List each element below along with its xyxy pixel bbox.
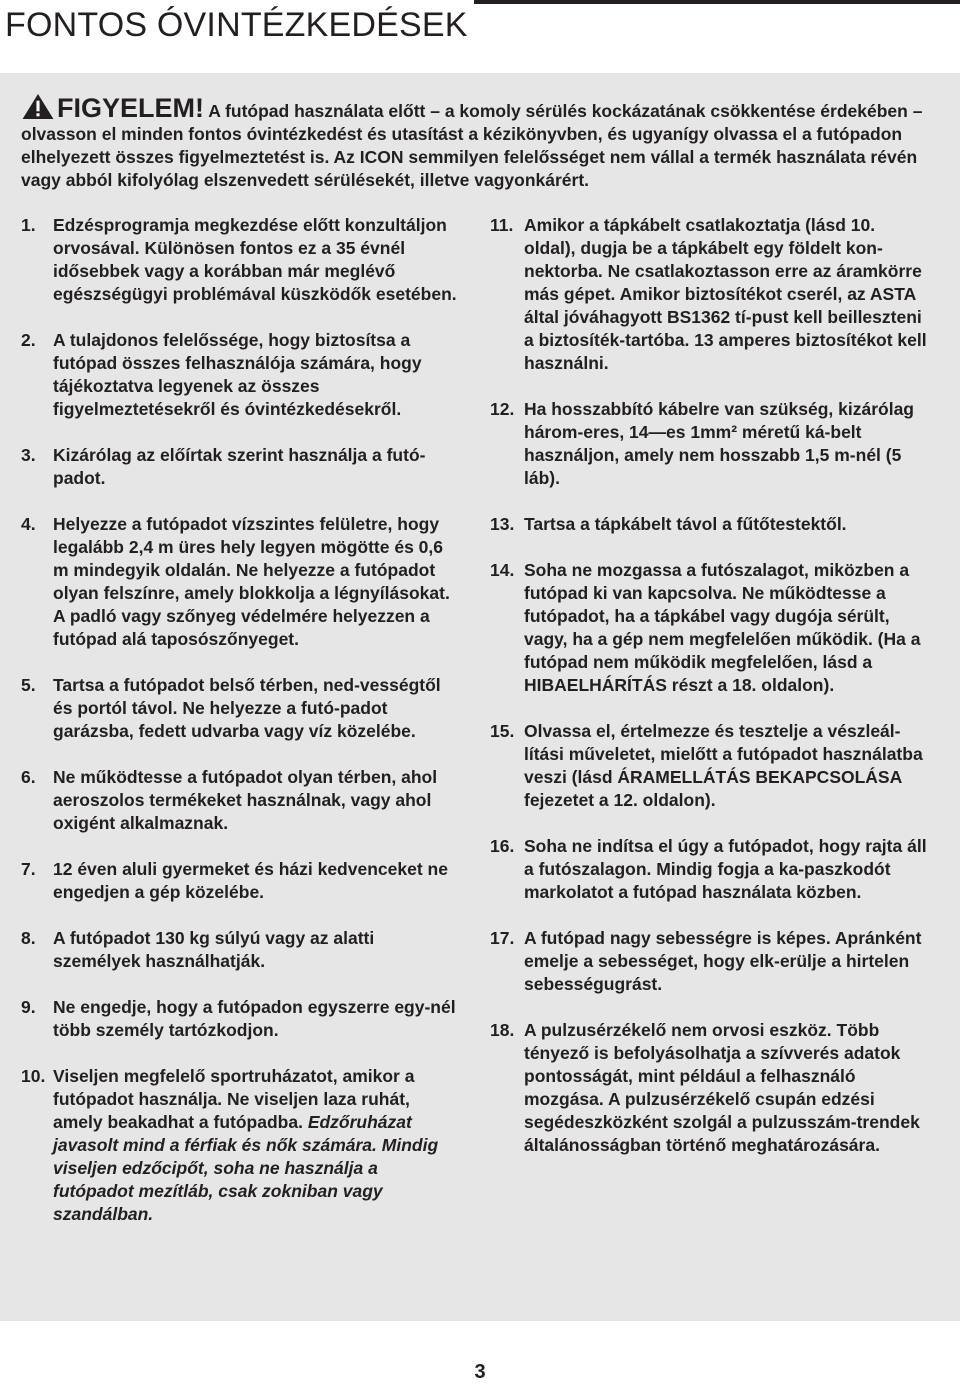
page-number: 3 [474, 1361, 486, 1383]
item-text: Amikor a tápkábelt csatlakoztatja (lásd 10. oldal), dugja be a tápkábelt egy földelt kon-nektorba. Ne csatlakoztasson erre az áramkörre más gépet. Amikor biztosítékot cserél, az ASTA által jóváhagyott BS1362 tí-pust kell beilleszteni a biztosíték-tartóba. 13 amperes biztosítékot kell használni. [524, 215, 927, 373]
list-item [490, 513, 930, 536]
item-text: Ne engedje, hogy a futópadon egyszerre egy-nél több személy tartózkodjon. [53, 997, 456, 1040]
list-item [490, 398, 930, 490]
list-item [21, 766, 461, 835]
item-text: Soha ne indítsa el úgy a futópadot, hogy rajta áll a futószalagon. Mindig fogja a ka-paszkodót markolatot a futópad használata közben. [524, 836, 927, 902]
item-number: 16. [490, 836, 515, 856]
item-number: 8. [21, 928, 36, 948]
list-item [21, 329, 461, 421]
header-rule [474, 0, 960, 4]
item-number: 12. [490, 399, 515, 419]
list-item [21, 858, 461, 904]
item-number: 18. [490, 1020, 515, 1040]
item-text: Ne működtesse a futópadot olyan térben, ahol aeroszolos termékeket használnak, vagy ahol oxigént alkalmaznak. [53, 767, 438, 833]
precautions-right-column [490, 214, 930, 1180]
item-text: Tartsa a futópadot belső térben, ned-vességtől és portól távol. Ne helyezze a futó-padot garázsba, fedett udvarba vagy víz közelébe. [53, 675, 441, 741]
item-text: A pulzusérzékelő nem orvosi eszköz. Több tényező is befolyásolhatja a szívverés adatok pontosságát, mint például a felhasználó mozgása. A pulzusérzékelő csupán edzési segédeszközként szolgál a pulzusszám-trendek általánosságban történő meghatározására. [524, 1020, 920, 1155]
list-item [490, 214, 930, 375]
list-item [21, 444, 461, 490]
item-number: 15. [490, 721, 515, 741]
item-text: Helyezze a futópadot vízszintes felületre, hogy legalább 2,4 m üres hely legyen mögötte és 0,6 m mindegyik oldalán. Ne helyezze a futópadot olyan felszínre, amely blokkolja a légnyílásokat. A padló vagy szőnyeg védelmére helyezzen a futópad alá taposószőnyeget. [53, 514, 450, 649]
list-item [21, 1065, 461, 1226]
item-text-regular: Viseljen megfelelő sportruházatot, amikor a futópadot használja. Ne viseljen laza ruhát, amely beakadhat a futópadba. [53, 1066, 415, 1132]
list-item [21, 513, 461, 651]
item-text: Tartsa a tápkábelt távol a fűtőtestektől. [524, 514, 847, 534]
list-item [21, 214, 461, 306]
item-text: A futópadot 130 kg súlyú vagy az alatti személyek használhatják. [53, 928, 375, 971]
item-number: 7. [21, 859, 36, 879]
page-title: FONTOS ÓVINTÉZKEDÉSEK [5, 6, 468, 44]
item-text: Kizárólag az előírtak szerint használja a futó-padot. [53, 445, 426, 488]
list-item [490, 720, 930, 812]
item-number: 3. [21, 445, 36, 465]
item-number: 11. [490, 215, 514, 235]
item-number: 4. [21, 514, 36, 534]
list-item [490, 835, 930, 904]
item-number: 2. [21, 330, 36, 350]
list-item [21, 674, 461, 743]
item-text: Ha hosszabbító kábelre van szükség, kizárólag három-eres, 14—es 1mm² méretű ká-belt használjon, amely nem hosszabb 1,5 m-nél (5 láb). [524, 399, 914, 488]
item-text: Edzésprogramja megkezdése előtt konzultáljon orvosával. Különösen fontos ez a 35 évnél idősebbek vagy a korábban már meglévő egészségügyi problémával küszködők esetében. [53, 215, 457, 304]
precautions-left-column [21, 214, 461, 1249]
item-number: 10. [21, 1066, 46, 1086]
list-item [21, 927, 461, 973]
safety-panel [0, 73, 960, 1321]
list-item [21, 996, 461, 1042]
warning-paragraph [21, 93, 941, 192]
item-text: A tulajdonos felelőssége, hogy biztosítsa a futópad összes felhasználója számára, hogy tájékoztatva legyenek az összes figyelmeztetésekről és óvintézkedésekről. [53, 330, 422, 419]
item-text: 12 éven aluli gyermeket és házi kedvenceket ne engedjen a gép közelébe. [53, 859, 448, 902]
warning-text: A futópad használata előtt – a komoly sérülés kockázatának csökkentése érdekében – olvasson el minden fontos óvintézkedést és utasítást a kézikönyvben, és ugyanígy olvassa el a futópadon elhelyezett összes figyelmeztetést is. Az ICON semmilyen felelősséget nem vállal a termék használata révén vagy abból kifolyólag elszenvedett sérülésekét, illetve vagyonkárért. [21, 101, 923, 190]
item-number: 1. [21, 215, 36, 235]
item-text-italic: Edzőruházat javasolt mind a férfiak és nők számára. Mindig viseljen edzőcipőt, soha ne használja a futópadot mezítláb, csak zokniban vagy szandálban. [53, 1112, 439, 1224]
item-number: 17. [490, 928, 515, 948]
item-number: 6. [21, 767, 36, 787]
item-number: 13. [490, 514, 515, 534]
warning-heading: FIGYELEM! [57, 93, 204, 123]
list-item [490, 927, 930, 996]
item-number: 5. [21, 675, 36, 695]
item-number: 14. [490, 560, 515, 580]
list-item [490, 559, 930, 697]
item-text [53, 1065, 461, 1226]
list-item [490, 1019, 930, 1157]
warning-triangle-icon [21, 93, 55, 120]
item-text: Soha ne mozgassa a futószalagot, miközben a futópad ki van kapcsolva. Ne működtesse a futópadot, ha a tápkábel vagy dugója sérült, vagy, ha a gép nem megfelelően működik. (Ha a futópad nem működik megfelelően, lásd a HIBAELHÁRÍTÁS részt a 18. oldalon). [524, 560, 921, 695]
item-number: 9. [21, 997, 36, 1017]
item-text: A futópad nagy sebességre is képes. Apránként emelje a sebességet, hogy elk-erülje a hirtelen sebességugrást. [524, 928, 922, 994]
item-text: Olvassa el, értelmezze és tesztelje a vészleál-lítási műveletet, mielőtt a futópadot használatba veszi (lásd ÁRAMELLÁTÁS BEKAPCSOLÁSA fejezetet a 12. oldalon). [524, 721, 923, 810]
